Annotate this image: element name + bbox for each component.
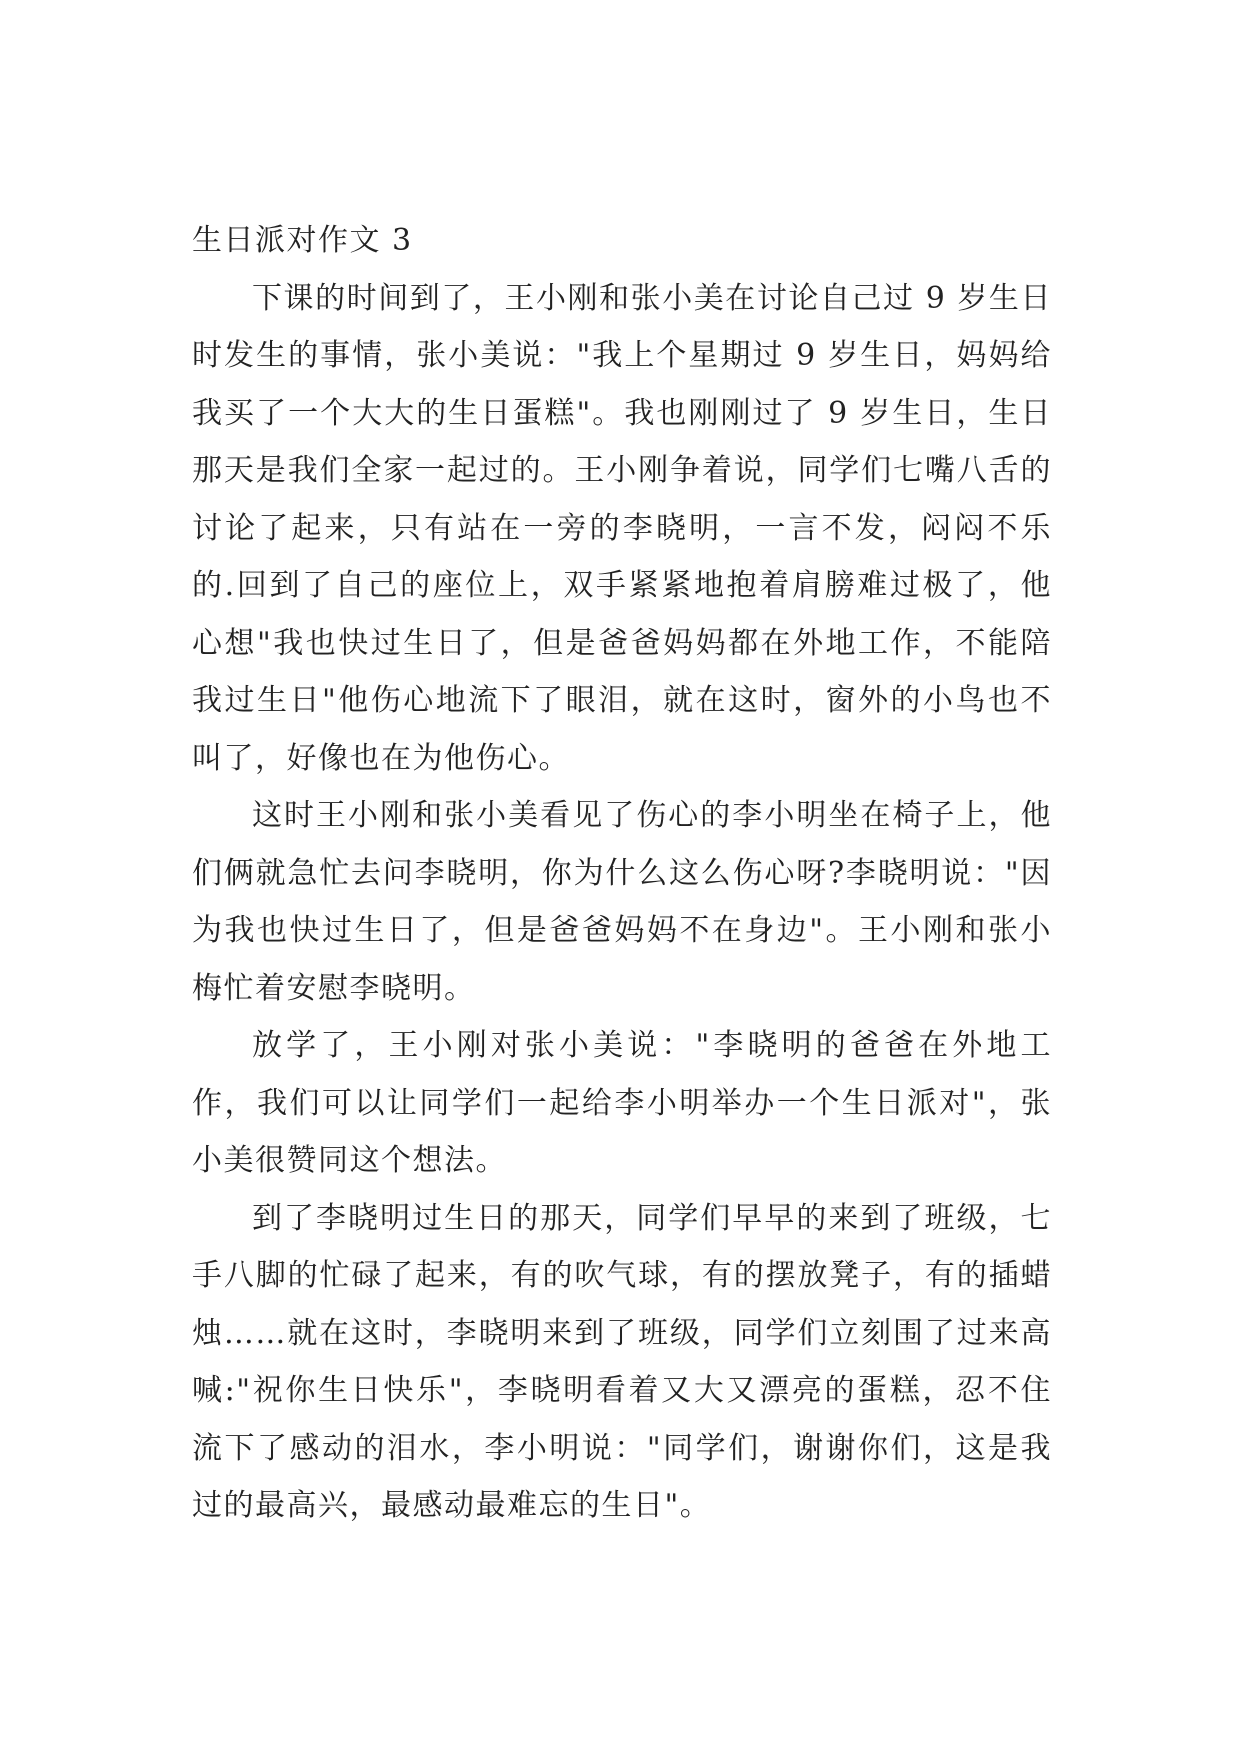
- paragraph-2: 这时王小刚和张小美看见了伤心的李小明坐在椅子上，他们俩就急忙去问李晓明，你为什么这么伤心呀?李晓明说："因为我也快过生日了，但是爸爸妈妈不在身边"。王小刚和张小梅忙着安慰李晓明。: [192, 798, 1052, 1006]
- paragraph-3: 放学了，王小刚对张小美说："李晓明的爸爸在外地工作，我们可以让同学们一起给李小明举办一个生日派对"，张小美很赞同这个想法。: [192, 1028, 1052, 1178]
- essay-title: 生日派对作文 3: [192, 223, 413, 258]
- essay-body: [192, 212, 1052, 1535]
- paragraph-4: 到了李晓明过生日的那天，同学们早早的来到了班级，七手八脚的忙碌了起来，有的吹气球，有的摆放凳子，有的插蜡烛……就在这时，李晓明来到了班级，同学们立刻围了过来高喊:"祝你生日快乐"，李晓明看着又大又漂亮的蛋糕，忍不住流下了感动的泪水，李小明说："同学们，谢谢你们，这是我过的最高兴，最感动最难忘的生日"。: [192, 1200, 1052, 1523]
- paragraph-1: 下课的时间到了，王小刚和张小美在讨论自己过 9 岁生日时发生的事情，张小美说："我上个星期过 9 岁生日，妈妈给我买了一个大大的生日蛋糕"。我也刚刚过了 9 岁生日，生日那天是我们全家一起过的。王小刚争着说，同学们七嘴八舌的讨论了起来，只有站在一旁的李晓明，一言不发，闷闷不乐的.回到了自己的座位上，双手紧紧地抱着肩膀难过极了，他心想"我也快过生日了，但是爸爸妈妈都在外地工作，不能陪我过生日"他伤心地流下了眼泪，就在这时，窗外的小鸟也不叫了，好像也在为他伤心。: [192, 280, 1052, 776]
